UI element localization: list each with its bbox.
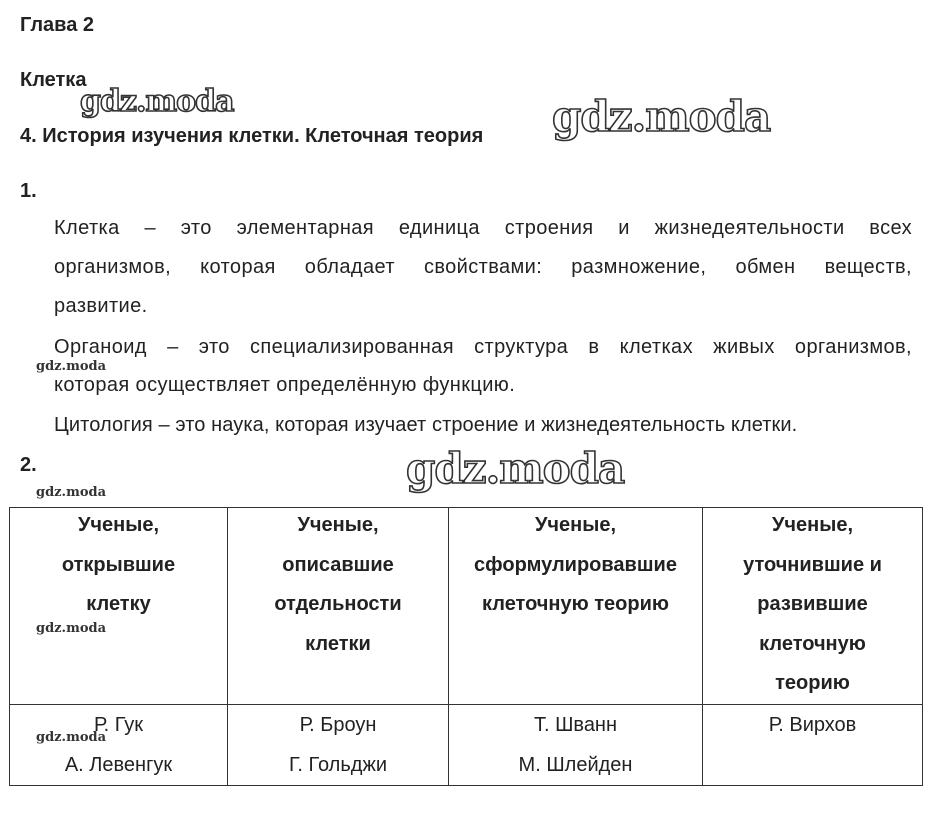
header-discovered-cell <box>10 508 228 705</box>
scientists-table <box>9 507 923 786</box>
header-line: Ученые, <box>297 514 379 536</box>
header-line: Ученые, <box>534 514 616 536</box>
table-row <box>10 705 923 786</box>
table-cell <box>703 705 923 786</box>
watermark-small: gdz.moda <box>36 359 107 374</box>
def-organoid-line2: которая осуществляет определённую функцию. <box>54 374 516 396</box>
def-cell-line3: развитие. <box>54 295 148 317</box>
task1-number: 1. <box>20 180 37 202</box>
header-line: Ученые, <box>77 514 159 536</box>
table-cell <box>10 705 228 786</box>
header-line: клеточную теорию <box>482 593 669 615</box>
def-cell-line1: Клетка – это элементарная единица строения и жизнедеятельности всех <box>54 217 912 239</box>
watermark-small: gdz.moda <box>36 485 107 500</box>
header-line: клеточную <box>759 632 866 655</box>
header-line: отдельности <box>274 593 402 615</box>
header-line: описавшие <box>282 553 394 576</box>
scientist-name: Р. Вирхов <box>768 714 857 736</box>
header-developed-theory <box>703 508 923 705</box>
watermark-small: gdz.moda <box>36 621 107 636</box>
header-line: уточнившие и <box>743 553 882 576</box>
scientist-name: Г. Гольджи <box>289 754 387 776</box>
watermark: gdz.moda <box>406 444 625 493</box>
scientist-name: Р. Гук <box>94 714 143 736</box>
table-cell <box>449 705 703 786</box>
table-cell <box>228 705 449 786</box>
def-cell-line2: организмов, которая обладает свойствами: размножение, обмен веществ, <box>54 256 912 278</box>
header-line: клетку <box>86 593 151 615</box>
header-line: сформулировавшие <box>474 553 677 576</box>
watermark-small: gdz.moda <box>36 730 107 745</box>
topic-heading: 4. История изучения клетки. Клеточная теория <box>20 125 484 147</box>
scientist-name: Р. Броун <box>299 714 377 736</box>
header-line: теорию <box>775 672 850 694</box>
def-organoid-line1: Органоид – это специализированная структура в клетках живых организмов, <box>54 336 912 358</box>
def-cytology: Цитология – это наука, которая изучает строение и жизнедеятельность клетки. <box>54 414 798 436</box>
header-described-parts <box>228 508 449 705</box>
header-line: Ученые, <box>771 514 853 536</box>
scientist-name: Т. Шванн <box>533 714 618 736</box>
watermark: gdz.moda <box>552 92 771 141</box>
chapter-heading: Глава 2 <box>20 14 95 36</box>
header-line: развившие <box>757 593 868 615</box>
scientist-name: А. Левенгук <box>64 754 173 776</box>
section-heading: Клетка <box>20 69 87 91</box>
header-line: открывшие <box>61 553 176 576</box>
table-header-row <box>10 508 923 705</box>
watermark: gdz.moda <box>80 84 234 119</box>
header-formulated-theory <box>449 508 703 705</box>
task2-number: 2. <box>20 454 37 476</box>
header-line: клетки <box>305 632 371 655</box>
scientist-name: М. Шлейден <box>518 754 633 776</box>
